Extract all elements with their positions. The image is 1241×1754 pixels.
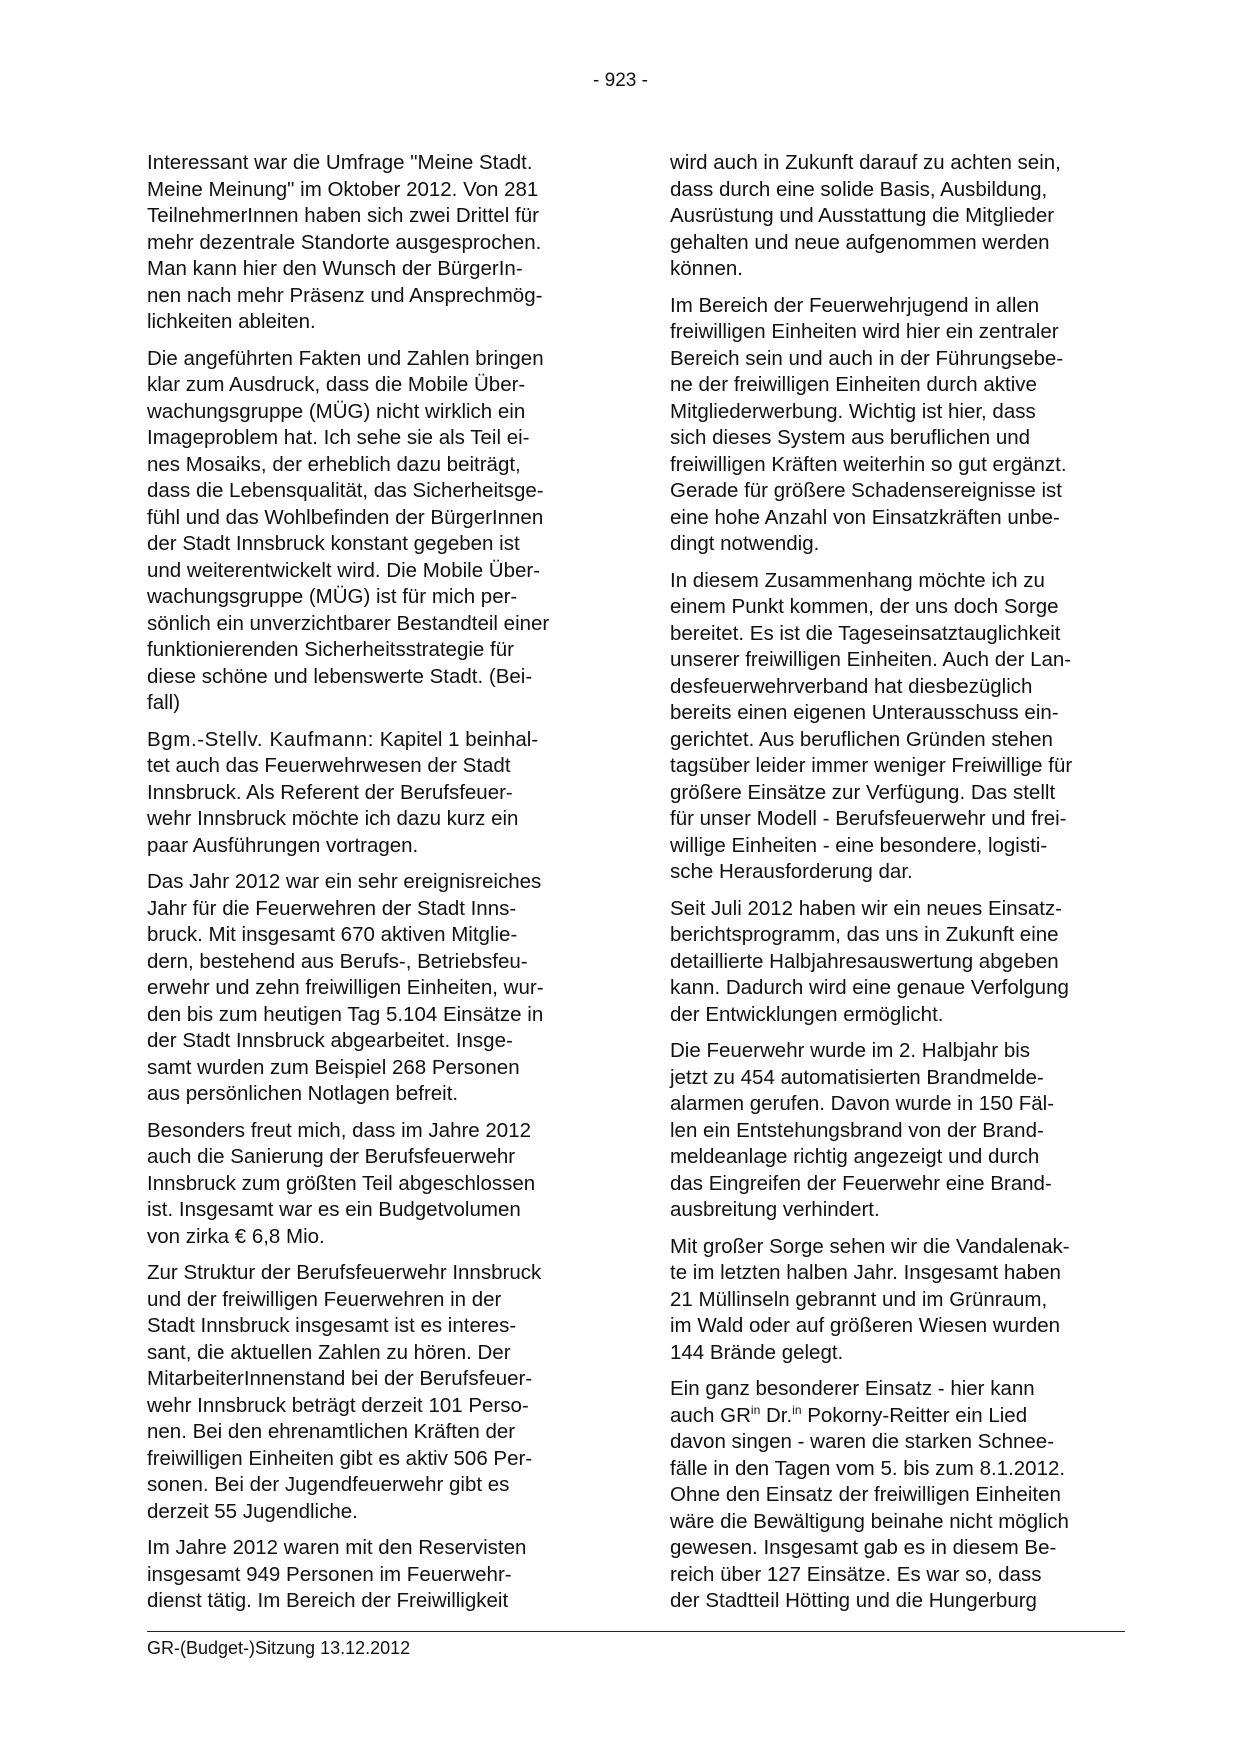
line: Ein ganz besonderer Einsatz - hier kann — [670, 1377, 1035, 1400]
speaker-name: Bgm.-Stellv. Kaufmann: — [147, 727, 375, 751]
gr-superscript: in — [750, 1402, 761, 1417]
left-column — [147, 150, 595, 1625]
paragraph: Mit großer Sorge sehen wir die Vandalenak- te im letzten halben Jahr. Insgesamt haben 21 Müllinseln gebrannt und im Grünraum, im Wald oder auf größeren Wiesen wurden 144 Brände gelegt. — [670, 1234, 1070, 1364]
paragraph: Die Feuerwehr wurde im 2. Halbjahr bis jetzt zu 454 automatisierten Brandmelde- alarmen gerufen. Davon wurde in 150 Fäl- len ein Entstehungsbrand von der Brand- meldeanlage richtig angezeigt und durch das Eingreifen der Feuerwehr eine Brand- ausbreitung verhindert. — [670, 1039, 1055, 1221]
paragraph: Zur Struktur der Berufsfeuerwehr Innsbruck und der freiwilligen Feuerwehren in der Stadt Innsbruck insgesamt ist es interes- sant, die aktuellen Zahlen zu hören. Der MitarbeiterInnenstand bei der Berufsfeuer- wehr Innsbruck beträgt derzeit 101 Perso- nen. Bei den ehrenamtlichen Kräften der freiwilligen Einheiten gibt es aktiv 506 Per- sonen. Bei der Jugendfeuerwehr gibt es derzeit 55 Jugendliche. — [147, 1261, 542, 1523]
paragraph: wird auch in Zukunft darauf zu achten sein, dass durch eine solide Basis, Ausbildung, Ausrüstung und Ausstattung die Mitglieder gehalten und neue aufgenommen werden können. — [670, 151, 1061, 280]
paragraph: Das Jahr 2012 war ein sehr ereignisreiches Jahr für die Feuerwehren der Stadt Inns- bruck. Mit insgesamt 670 aktiven Mitglie- dern, bestehend aus Berufs-, Betriebsfeu- erwehr und zehn freiwilligen Einheiten, wur- den bis zum heutigen Tag 5.104 Einsätze in der Stadt Innsbruck abgearbeitet. Insge- samt wurden zum Beispiel 268 Personen aus persönlichen Notlagen befreit. — [147, 870, 544, 1105]
gr-prefix: auch GR — [670, 1403, 751, 1427]
paragraph: Interessant war die Umfrage "Meine Stadt. Meine Meinung" im Oktober 2012. Von 281 TeilnehmerInnen haben sich zwei Drittel für mehr dezentrale Standorte ausgesprochen. Man kann hier den Wunsch der BürgerIn- nen nach mehr Präsenz und Ansprechmög- lichkeiten ableiten. — [147, 151, 543, 333]
footer-divider — [147, 1631, 1125, 1632]
paragraph: In diesem Zusammenhang möchte ich zu einem Punkt kommen, der uns doch Sorge bereitet. Es ist die Tageseinsatztauglichkeit unserer freiwilligen Einheiten. Auch der Lan- desfeuerwehrverband hat diesbezüglich bereits einen eigenen Unterausschuss ein- gerichtet. Aus beruflichen Gründen stehen tagsüber leider immer weniger Freiwillige für größere Einsätze zur Verfügung. Das stellt für unser Modell - Berufsfeuerwehr und frei- willige Einheiten - eine besondere, logisti- sche Herausforderung dar. — [670, 568, 1073, 883]
speaker-paragraph — [147, 727, 595, 860]
right-column — [670, 150, 1125, 1625]
paragraph-rest: davon singen - waren die starken Schnee- fälle in den Tagen vom 5. bis zum 8.1.2012. Ohne den Einsatz der freiwilligen Einheiten wäre die Bewältigung beinahe nicht möglich gewesen. Insgesamt gab es in diesem Be- reich über 127 Einsätze. Es war so, dass der Stadtteil Hötting und die Hungerburg — [670, 1430, 1069, 1612]
paragraph: Im Jahre 2012 waren mit den Reservisten insgesamt 949 Personen im Feuerwehr- dienst tätig. Im Bereich der Freiwilligkeit — [147, 1536, 527, 1612]
paragraph: Besonders freut mich, dass im Jahre 2012 auch die Sanierung der Berufsfeuerwehr Innsbruck zum größten Teil abgeschlossen ist. Insgesamt war es ein Budgetvolumen von zirka € 6,8 Mio. — [147, 1118, 536, 1248]
page-number: - 923 - — [593, 70, 648, 91]
paragraph: Seit Juli 2012 haben wir ein neues Einsatz- berichtsprogramm, das uns in Zukunft eine detaillierte Halbjahresauswertung abgeben kann. Dadurch wird eine genaue Verfolgung der Entwicklungen ermöglicht. — [670, 896, 1069, 1026]
footer-text: GR-(Budget-)Sitzung 13.12.2012 — [147, 1638, 411, 1658]
line-rest: Pokorny-Reitter ein Lied — [801, 1403, 1028, 1427]
paragraph: Im Bereich der Feuerwehrjugend in allen freiwilligen Einheiten wird hier ein zentraler Bereich sein und auch in der Führungsebe- ne der freiwilligen Einheiten durch aktive Mitgliederwerbung. Wichtig ist hier, dass sich dieses System aus beruflichen und freiwilligen Kräften weiterhin so gut ergänzt. Gerade für größere Schadensereignisse ist eine hohe Anzahl von Einsatzkräften unbe- dingt notwendig. — [670, 293, 1067, 555]
speaker-text: Kapitel 1 beinhal- tet auch das Feuerwehrwesen der Stadt Innsbruck. Als Referent der Berufsfeuer- wehr Innsbruck möchte ich dazu kurz ein paar Ausführungen vortragen. — [147, 727, 539, 857]
dr-superscript: in — [792, 1402, 802, 1417]
last-paragraph — [670, 1376, 1125, 1615]
paragraph: Die angeführten Fakten und Zahlen bringen klar zum Ausdruck, dass die Mobile Über- wachungsgruppe (MÜG) nicht wirklich ein Imageproblem hat. Ich sehe sie als Teil ei- nes Mosaiks, der erheblich dazu beiträgt, dass die Lebensqualität, das Sicherheitsge- fühl und das Wohlbefinden der BürgerInnen der Stadt Innsbruck konstant gegeben ist und weiterentwickelt wird. Die Mobile Über- wachungsgruppe (MÜG) ist für mich per- sönlich ein unverzichtbarer Bestandteil einer funktionierenden Sicherheitsstrategie für diese schöne und lebenswerte Stadt. (Bei- fall) — [147, 346, 550, 714]
dr-prefix: Dr. — [760, 1403, 793, 1427]
